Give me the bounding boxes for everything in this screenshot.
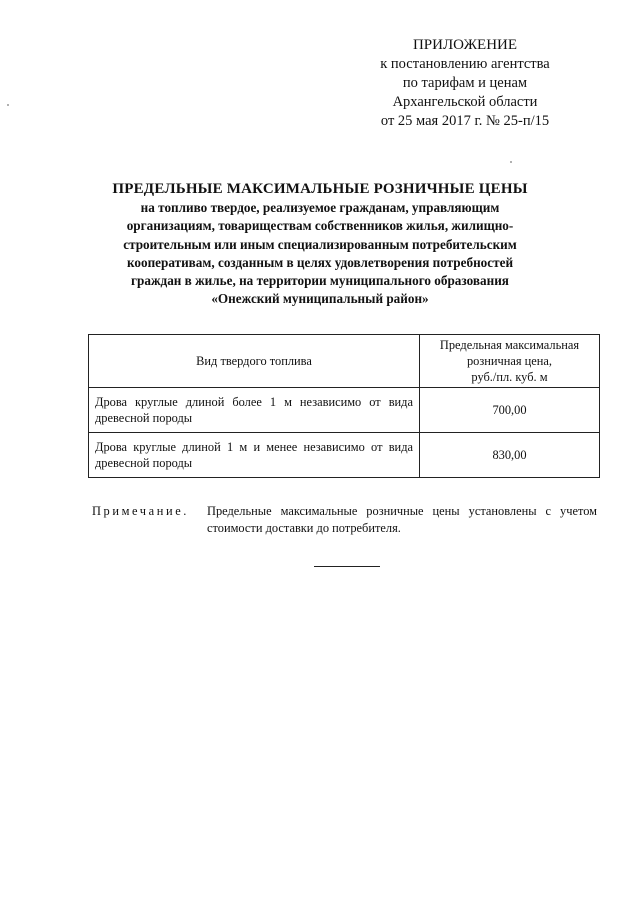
document-title-line-1: на топливо твердое, реализуемое гражданам, управляющим [140,200,500,215]
note [92,503,597,537]
price-cell: 700,00 [420,388,600,433]
fuel-cell: Дрова круглые длиной 1 м и менее независимо от вида древесной породы [89,433,420,478]
document-title-line-3: строительным или иным специализированным потребительским [123,236,517,252]
table-row [89,388,600,433]
appendix-line-3: Архангельской области [392,94,538,110]
document-title-line-4: кооперативам, созданным в целях удовлетворения потребностей [126,254,514,270]
scan-speck [510,161,512,163]
document-title-line-6: «Онежский муниципальный район» [211,291,429,307]
header-price-line-2: розничная цена, [466,354,553,368]
note-label: Примечание. [92,504,189,518]
appendix-line-4: от 25 мая 2017 г. № 25-п/15 [380,113,550,129]
header-price [420,335,600,388]
price-cell: 830,00 [420,433,600,478]
header-fuel-type: Вид твердого топлива [89,335,420,388]
appendix-line-1: к постановлению агентства [380,56,550,72]
price-table [88,334,600,478]
end-divider [314,566,380,567]
table-header-row [89,335,600,388]
note-text: Предельные максимальные розничные цены установлены с учетом стоимости доставки до потребителя. [207,504,597,535]
document-title-line-2: организациям, товариществам собственников жилья, жилищно- [126,218,514,234]
appendix-line-2: по тарифам и ценам [402,75,528,91]
document-title [70,180,570,309]
scan-speck [7,104,9,106]
appendix-header [350,36,580,131]
fuel-cell: Дрова круглые длиной более 1 м независимо от вида древесной породы [89,388,420,433]
header-price-line-1: Предельная максимальная [439,338,580,352]
header-price-line-3: руб./пл. куб. м [471,370,548,384]
appendix-title: ПРИЛОЖЕНИЕ [412,37,518,53]
document-main-title: ПРЕДЕЛЬНЫЕ МАКСИМАЛЬНЫЕ РОЗНИЧНЫЕ ЦЕНЫ [112,181,528,197]
document-title-line-5: граждан в жилье, на территории муниципального образования [131,273,509,289]
table-row [89,433,600,478]
